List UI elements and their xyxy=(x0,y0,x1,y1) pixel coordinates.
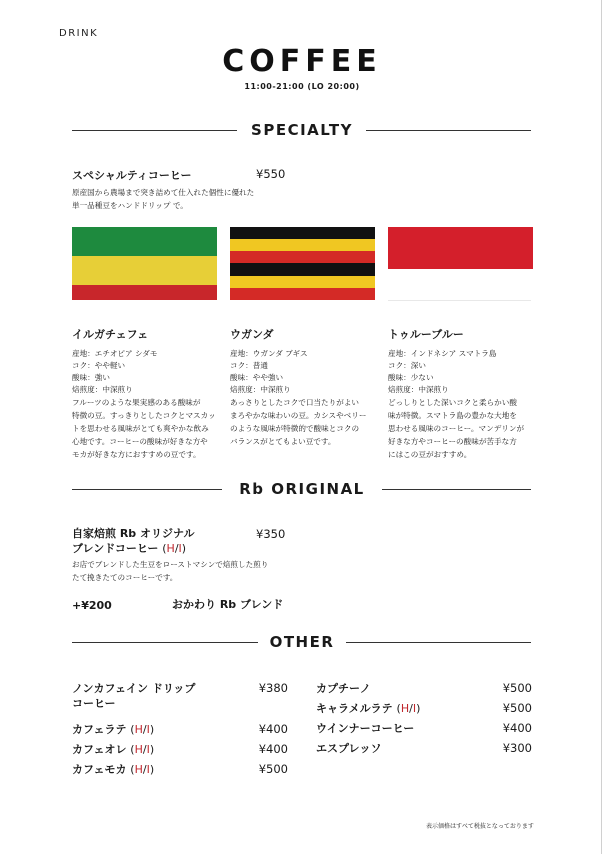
section-rule-left xyxy=(72,489,222,490)
section-title-other: OTHER xyxy=(269,633,335,651)
flag-indonesia xyxy=(388,227,533,300)
menu-item-price: ¥300 xyxy=(502,741,532,755)
tax-footnote: 表示価格はすべて税抜となっております xyxy=(426,823,534,830)
menu-item-price: ¥400 xyxy=(258,722,288,736)
flag-ethiopia xyxy=(72,227,217,300)
bean-card-true-blue xyxy=(388,326,538,461)
bean-description: どっしりとした深いコクと柔らかい酸 味が特徴。スマトラ島の豊かな大地を 思わせる風味のコーヒー。マンデリンが 好きな方やコーヒーの酸味が苦手な方 にはこの豆がおすすめ。 xyxy=(388,398,525,459)
section-rule-right xyxy=(366,130,531,131)
flag-uganda xyxy=(230,227,375,300)
page-edge xyxy=(601,0,602,854)
menu-item-price: ¥500 xyxy=(502,681,532,695)
item-price-specialty: ¥550 xyxy=(256,167,286,181)
menu-item-price: ¥500 xyxy=(502,701,532,715)
section-title-specialty: SPECIALTY xyxy=(251,121,353,139)
category-label: DRINK xyxy=(59,28,99,39)
item-desc-original: お店でブレンドした生豆をローストマシンで焙煎した煎り たて挽きたてのコーヒーです。 xyxy=(72,560,269,582)
menu-item-name: カプチーノ xyxy=(316,682,371,695)
item-price-original: ¥350 xyxy=(256,527,286,541)
refill-price: +¥200 xyxy=(72,599,112,612)
menu-item-price: ¥380 xyxy=(258,681,288,695)
bean-specs: 産地：インドネシア スマトラ島 コク：深い 酸味：少ない 焙煎度：中深煎り xyxy=(388,349,497,394)
section-rule-right xyxy=(346,642,531,643)
bean-card-yirgacheffe xyxy=(72,326,222,461)
page-title: COFFEE xyxy=(222,44,382,79)
bean-card-uganda xyxy=(230,326,380,448)
section-title-original: Rb ORIGINAL xyxy=(239,480,365,498)
opening-hours: 11:00-21:00 (LO 20:00) xyxy=(244,82,360,91)
menu-item-name: キャラメルラテ (H/I) xyxy=(316,702,421,715)
item-desc-specialty: 原産国から農場まで突き詰めて仕入れた個性に優れた 単一品種豆をハンドドリップ で。 xyxy=(72,188,255,210)
menu-item-name: エスプレッソ xyxy=(316,742,382,755)
menu-item-price: ¥500 xyxy=(258,762,288,776)
menu-item-name: カフェモカ (H/I) xyxy=(72,763,155,776)
menu-item-name: カフェオレ (H/I) xyxy=(72,743,155,756)
bean-specs: 産地：ウガンダ ブギス コク：普通 酸味：やや強い 焙煎度：中深煎り xyxy=(230,349,308,394)
bean-specs: 産地：エチオピア シダモ コク：やや軽い 酸味：強い 焙煎度：中深煎り xyxy=(72,349,158,394)
menu-item-price: ¥400 xyxy=(502,721,532,735)
flag-border xyxy=(388,300,531,301)
item-name-original: 自家焙煎 Rb オリジナル ブレンドコーヒー (H/I) xyxy=(72,527,195,555)
menu-item-name: ノンカフェイン ドリップ コーヒー xyxy=(72,682,196,710)
menu-item-price: ¥400 xyxy=(258,742,288,756)
bean-name: イルガチェフェ xyxy=(72,328,149,341)
item-name-specialty: スペシャルティコーヒー xyxy=(72,169,192,182)
bean-name: トゥルーブルー xyxy=(388,328,464,341)
refill-label: おかわり Rb ブレンド xyxy=(172,598,284,611)
bean-name: ウガンダ xyxy=(230,328,274,341)
bean-description: フルーツのような果実感のある酸味が 特徴の豆。すっきりとしたコクとマスカッ トを思わせる風味がとても爽やかな飲み 心地です。コーヒーの酸味が好きな方や モカが好きな方におすすめの豆です。 xyxy=(72,398,216,459)
section-rule-right xyxy=(382,489,531,490)
menu-item-name: ウインナーコーヒー xyxy=(316,722,415,735)
bean-description: あっさりとしたコクで口当たりがよい まろやかな味わいの豆。カシスやベリー のような風味が特徴的で酸味とコクの バランスがとてもよい豆です。 xyxy=(230,398,367,446)
menu-item-name: カフェラテ (H/I) xyxy=(72,723,155,736)
